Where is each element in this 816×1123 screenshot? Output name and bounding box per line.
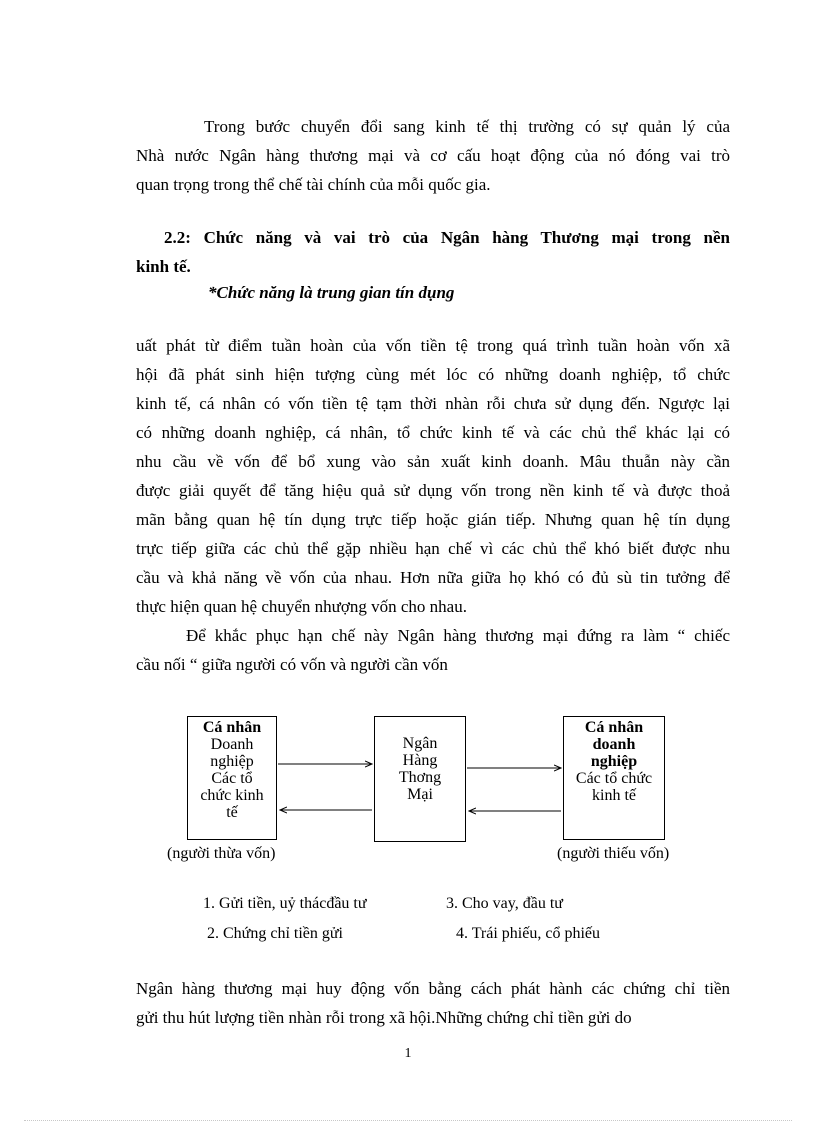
bank-box-line-4: Mại — [407, 786, 433, 803]
legend-item-1: 1. Gửi tiền, uỷ thácđầu tư — [203, 895, 367, 912]
body-para2-line-2: cầu nối “ giữa người có vốn và người cần vốn — [136, 655, 448, 674]
lender-caption: (người thừa vốn) — [167, 845, 276, 862]
body-line-8: trực tiếp giữa các chủ thể gặp nhiều hạn chế vì các chủ thể khó biết được nhu — [136, 539, 730, 558]
borrower-box-line-2: kinh tế — [592, 787, 636, 804]
legend-item-4: 4. Trái phiếu, cổ phiếu — [456, 925, 600, 942]
bank-box-line-1: Ngân — [402, 735, 438, 752]
body-para2-line-1: Để khắc phục hạn chế này Ngân hàng thương mại đứng ra làm “ chiếc — [186, 626, 730, 645]
borrower-box-line-1: Các tổ chức — [575, 770, 653, 787]
legend-item-2: 2. Chứng chỉ tiền gửi — [207, 925, 343, 942]
closing-line-2: gửi thu hút lượng tiền nhàn rỗi trong xã hội.Những chứng chỉ tiền gửi do — [136, 1008, 632, 1027]
intro-line-1: Trong bước chuyển đổi sang kinh tế thị trường có sự quản lý của — [204, 117, 730, 136]
page-number: 1 — [404, 1046, 412, 1061]
body-line-5: nhu cầu về vốn để bổ xung vào sản xuất kinh doanh. Mâu thuẫn này cần — [136, 452, 730, 471]
bank-box-line-3: Thơng — [398, 769, 442, 786]
lender-box-line-2: nghiệp — [210, 753, 254, 770]
body-line-1: uất phát từ điểm tuần hoàn của vốn tiền tệ trong quá trình tuần hoàn vốn xã — [136, 336, 730, 355]
body-line-2: hội đã phát sinh hiện tượng cùng mét lóc có những doanh nghiệp, tổ chức — [136, 365, 730, 384]
body-line-10: thực hiện quan hệ chuyển nhượng vốn cho nhau. — [136, 597, 467, 616]
intro-line-2: Nhà nước Ngân hàng thương mại và cơ cấu hoạt động của nó đóng vai trò — [136, 146, 730, 165]
body-line-6: được giải quyết để tăng hiệu quả sử dụng vốn trong nền kinh tế và được thoả — [136, 481, 730, 500]
borrower-box-title-2: doanh — [592, 736, 636, 753]
borrower-box-title-3: nghiệp — [590, 753, 638, 770]
section-heading-line-2: kinh tế. — [136, 257, 191, 276]
body-line-3: kinh tế, cá nhân có vốn tiền tệ tạm thời nhàn rỗi chưa sử dụng đến. Ngược lại — [136, 394, 730, 413]
borrower-caption: (người thiếu vốn) — [557, 845, 670, 862]
lender-box-line-4: chức kinh — [200, 787, 264, 804]
legend-item-3: 3. Cho vay, đầu tư — [446, 895, 563, 912]
body-line-7: mãn bằng quan hệ tín dụng trực tiếp hoặc gián tiếp. Nhưng quan hệ tín dụng — [136, 510, 730, 529]
section-subheading: *Chức năng là trung gian tín dụng — [208, 283, 455, 302]
lender-box-title: Cá nhân — [202, 719, 262, 736]
intro-line-3: quan trọng trong thể chế tài chính của mỗi quốc gia. — [136, 175, 491, 194]
lender-box-line-3: Các tổ — [211, 770, 253, 787]
lender-box-line-5: tế — [226, 804, 238, 821]
body-line-9: cầu và khả năng về vốn của nhau. Hơn nữa giữa họ khó có đủ sù tin tưởng để — [136, 568, 730, 587]
closing-line-1: Ngân hàng thương mại huy động vốn bằng cách phát hành các chứng chỉ tiền — [136, 979, 730, 998]
lender-box-line-1: Doanh — [210, 736, 254, 753]
bank-box-line-2: Hàng — [402, 752, 438, 769]
body-line-4: có những doanh nghiệp, cá nhân, tổ chức kinh tế và các chủ thể khác lại có — [136, 423, 730, 442]
section-heading-line-1: 2.2: Chức năng và vai trò của Ngân hàng Thương mại trong nền — [164, 228, 730, 247]
page-bottom-divider — [24, 1120, 792, 1121]
borrower-box-title-1: Cá nhân — [584, 719, 644, 736]
